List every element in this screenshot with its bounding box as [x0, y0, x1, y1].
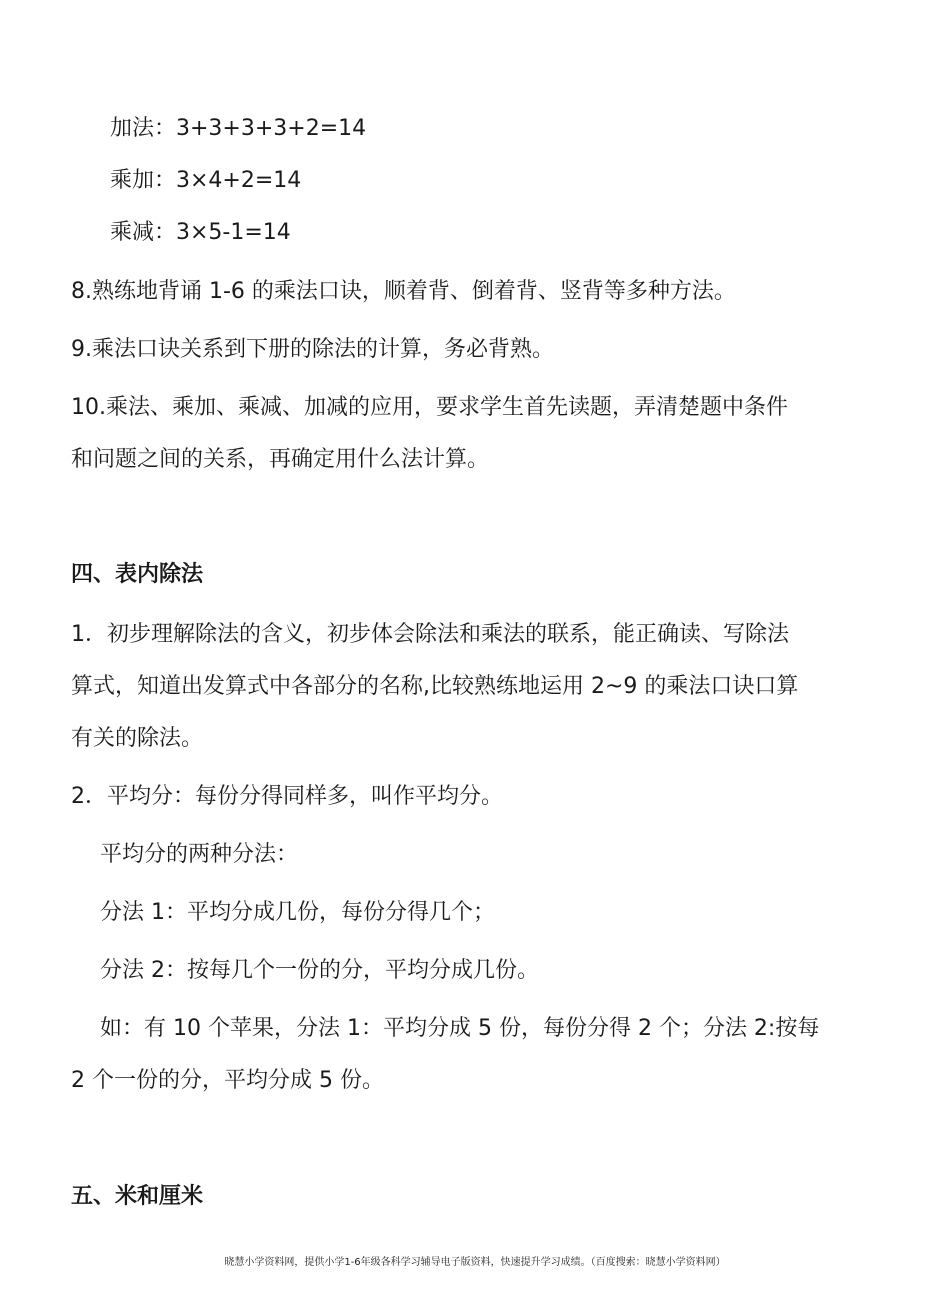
item-9: 9.乘法口诀关系到下册的除法的计算，务必背熟。 [71, 337, 554, 362]
multiply-add-example: 乘加：3×4+2=14 [110, 168, 302, 193]
addition-example: 加法：3+3+3+3+2=14 [110, 116, 367, 141]
example-line-2: 2 个一份的分，平均分成 5 份。 [71, 1068, 384, 1093]
section-heading-meters: 五、米和厘米 [71, 1184, 204, 1209]
division-item-1-line-2: 算式，知道出发算式中各部分的名称,比较熟练地运用 2~9 的乘法口诀口算 [71, 674, 799, 699]
two-methods-label: 平均分的两种分法： [100, 842, 299, 867]
method-2: 分法 2：按每几个一份的分，平均分成几份。 [100, 958, 539, 983]
section-heading-division: 四、表内除法 [71, 562, 204, 587]
example-line-1: 如：有 10 个苹果，分法 1：平均分成 5 份，每份分得 2 个；分法 2:按每 [100, 1016, 820, 1041]
item-10-line-1: 10.乘法、乘加、乘减、加减的应用，要求学生首先读题，弄清楚题中条件 [71, 395, 788, 420]
multiply-subtract-example: 乘减：3×5-1=14 [110, 220, 291, 245]
page-footer: 晓慧小学资料网，提供小学1-6年级各科学习辅导电子版资料，快速提升学习成绩。（百度搜索：晓慧小学资料网） [224, 1257, 726, 1268]
item-10-line-2: 和问题之间的关系，再确定用什么法计算。 [71, 447, 490, 472]
division-item-2: 2．平均分：每份分得同样多，叫作平均分。 [71, 784, 503, 809]
division-item-1-line-1: 1．初步理解除法的含义，初步体会除法和乘法的联系，能正确读、写除法 [71, 622, 789, 647]
division-item-1-line-3: 有关的除法。 [71, 726, 204, 751]
method-1: 分法 1：平均分成几份，每份分得几个； [100, 900, 495, 925]
item-8: 8.熟练地背诵 1-6 的乘法口诀，顺着背、倒着背、竖背等多种方法。 [71, 279, 736, 304]
